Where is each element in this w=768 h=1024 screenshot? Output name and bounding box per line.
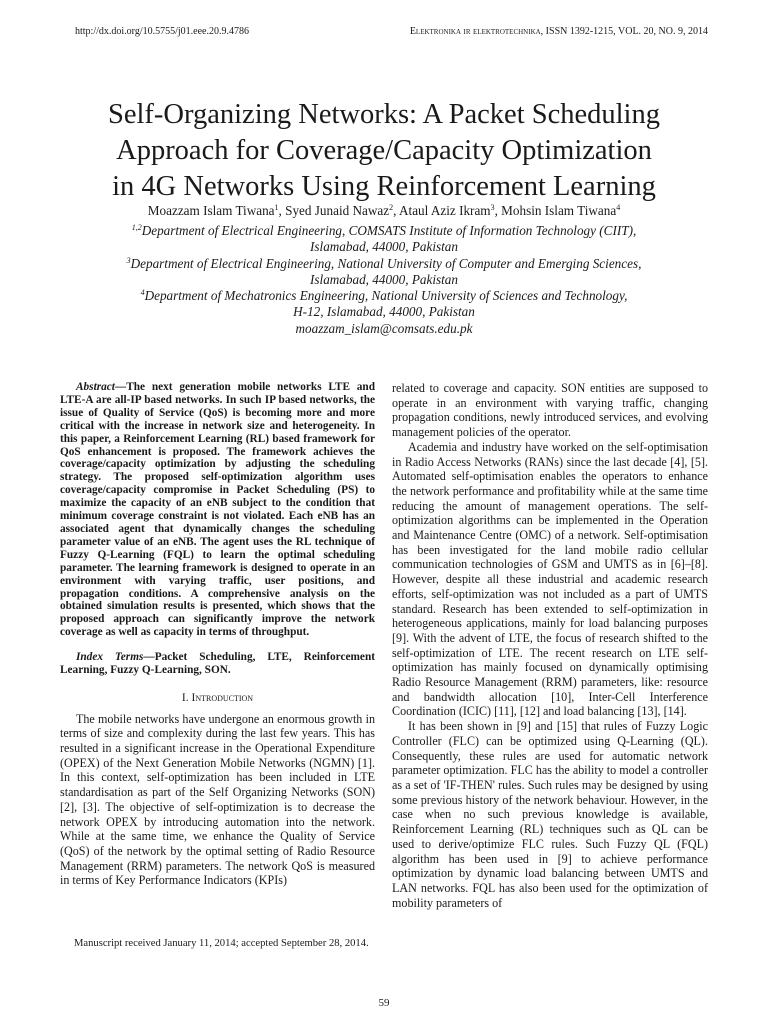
affiliation: $^4$Department of Mechatronics Engineering, National University of Sciences and Technology, <box>140 288 628 304</box>
left-column <box>60 381 375 888</box>
abstract-text: —The next generation mobile networks LTE and LTE-A are all-IP based networks. In such IP based networks, the issue of Quality of Service (QoS) is becoming more and more critical with the increase in network size and heterogeneity. In this paper, a Reinforcement Learning (RL) based framework for QoS enhancement is proposed. The framework achieves the coverage/capacity optimization by adjusting the scheduling strategy. The proposed self-optimization algorithm uses coverage/capacity compromise in Packet Scheduling (PS) to maximize the capacity of an eNB subject to the condition that minimum coverage constraint is not violated. Each eNB has an associated agent that dynamically changes the scheduling parameter value of an eNB. The agent uses the RL technique of Fuzzy Q-Learning (FQL) to learn the optimal scheduling parameter. The learning framework is designed to operate in an environment with varying traffic, user positions, and propagation conditions. A comprehensive analysis on the obtained simulation results is presented, which shows that the proposed approach can significantly improve the network coverage as well as capacity in terms of throughput. <box>60 381 375 639</box>
index-terms-text: —Packet Scheduling, LTE, Reinforcement Learning, Fuzzy Q-Learning, SON. <box>60 651 375 677</box>
affiliation-address: H-12, Islamabad, 44000, Pakistan <box>293 304 475 320</box>
author: Moazzam Islam Tiwana$^1$, <box>147 203 286 218</box>
author: Syed Junaid Nawaz$^2$, <box>285 203 400 218</box>
abstract-label: Abstract <box>76 381 115 393</box>
paper-title <box>60 97 708 205</box>
affiliation-address: Islamabad, 44000, Pakistan <box>310 239 458 255</box>
body-paragraph: It has been shown in [9] and [15] that rules of Fuzzy Logic Controller (FLC) can be optimized using Q-Learning (QL). Consequently, these rules are used for automatic network parameter optimization. FLC has the ability to model a controller as a set of 'IF-THEN' rules. Such rules may be designed by using some previous history of the network behaviour. However, in the case when no such previous knowledge is available, Reinforcement Learning (RL) techniques such as QL can be used to derive/optimize FLC rules. Such Fuzzy QL (FQL) algorithm has been used in [9] to achieve performance optimization by dynamic load balancing between UMTS and LAN networks. FQL has also been used for the optimization of mobility parameters of <box>392 719 708 910</box>
index-terms <box>60 651 375 677</box>
body-paragraph: related to coverage and capacity. SON entities are supposed to operate in an environment with varying traffic, changing propagation conditions, newly introduced services, and evolving management policies of the operator. <box>392 381 708 440</box>
page-number: 59 <box>378 997 390 1009</box>
author: Ataul Aziz Ikram$^3$, <box>399 203 502 218</box>
contact-email[interactable]: moazzam_islam@comsats.edu.pk <box>295 320 473 336</box>
author: Mohsin Islam Tiwana$^4$ <box>501 203 621 218</box>
journal-header: Elektronika ir elektrotechnika, ISSN 1392-1215, VOL. 20, NO. 9, 2014 <box>409 26 708 37</box>
title-line-3: in 4G Networks Using Reinforcement Learning <box>112 171 656 203</box>
title-line-2: Approach for Coverage/Capacity Optimization <box>116 135 652 167</box>
index-terms-label: Index Terms <box>76 651 144 664</box>
intro-paragraph: The mobile networks have undergone an enormous growth in terms of size and complexity during the last few years. This has resulted in a significant increase in the Operational Expenditure (OPEX) of the Next Generation Mobile Networks (NGMN) [1]. In this context, self-optimization has been included in LTE standardisation as part of the Self Organizing Networks (SON) [2], [3]. The objective of self-optimization is to decrease the network OPEX by introducing automation into the network. While at the same time, we enhance the Quality of Service (QoS) of the network by the optimal setting of Radio Resource Management (RRM) parameters. The network QoS is measured in terms of Key Performance Indicators (KPIs) <box>60 711 375 888</box>
affiliation-address: Islamabad, 44000, Pakistan <box>310 271 458 287</box>
author-list <box>60 203 708 219</box>
affiliation: $^{1,2}$Department of Electrical Engineering, COMSATS Institute of Information Technology (CIIT), <box>131 223 637 238</box>
right-column <box>392 381 708 910</box>
manuscript-footnote: Manuscript received January 11, 2014; accepted September 28, 2014. <box>74 938 369 949</box>
body-paragraph: Academia and industry have worked on the self-optimisation in Radio Access Networks (RANs) since the last decade [4], [5]. Automated self-optimisation enables the operators to enhance the network performance and profitability while at the same time reducing the amount of management operations. The self-optimization algorithms can be implemented in the Operation and Maintenance Centre (OMC) of a network. Self-optimisation has been investigated for the land mobile radio cellular communication technologies of GSM and UMTS as in [6]–[8]. However, despite all these industrial and academic research efforts, self-optimization was not included as a part of UMTS standard. Research has been extended to self-optimization in heterogeneous applications, mainly for load balancing purposes [9]. With the advent of LTE, the focus of research shifted to the self-optimization of LTE. The recent research on LTE self-optimization has mainly focused on dynamically optimising Radio Resource Management (RRM) parameters, like: resource and bandwidth allocation [10], Inter-Cell Interference Coordination (ICIC) [11], [12] and load balancing [13], [14]. <box>392 439 708 719</box>
doi-link[interactable]: http://dx.doi.org/10.5755/j01.eee.20.9.4786 <box>75 26 249 37</box>
abstract <box>60 381 375 639</box>
title-line-1: Self-Organizing Networks: A Packet Scheduling <box>108 99 660 131</box>
affiliations <box>60 223 708 337</box>
affiliation: $^3$Department of Electrical Engineering, National University of Computer and Emerging Sciences, <box>126 255 642 271</box>
section-heading-introduction: I. Introduction <box>181 691 254 704</box>
